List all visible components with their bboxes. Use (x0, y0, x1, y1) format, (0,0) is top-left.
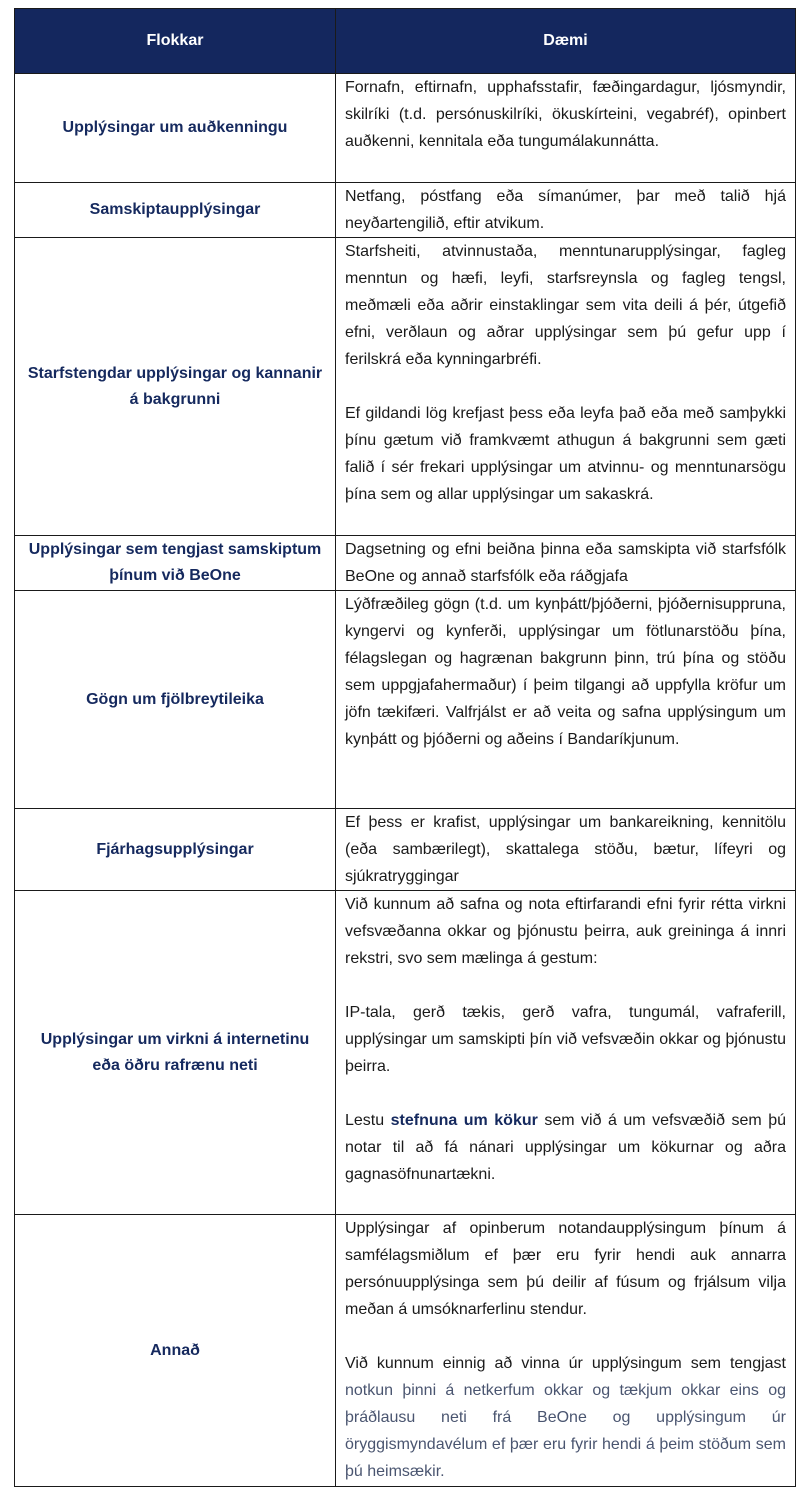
table-row (15, 74, 796, 183)
example-text: IP-tala, gerð tækis, gerð vafra, tungumál, vafraferill, upplýsingar um samskipti þín við vefsvæðin okkar og þjónustu þeirra. (345, 1004, 786, 1075)
example-text: Við kunnum að safna og nota eftirfarandi efni fyrir rétta virkni vefsvæðanna okkar og þjónustu þeirra, auk greininga á innri rekstri, svo sem mælinga á gestum: (345, 896, 786, 967)
example-text-suffix: sem við á um vefsvæðið sem þú notar til að fá nánari upplýsingar um kökurnar og aðra gagnasöfnunartækni. (345, 1112, 786, 1183)
example-text: Fornafn, eftirnafn, upphafsstafir, fæðingardagur, ljósmyndir, skilríki (t.d. persónuskilríki, ökuskírteini, vegabréf), opinbert auðkenni, kennitala eða tungumálakunnátta. (345, 79, 786, 150)
example-text: Starfsheiti, atvinnustaða, menntunarupplýsingar, fagleg menntun og hæfi, leyfi, starfsreynsla og fagleg tengsl, meðmæli eða aðrir einstaklingar sem vita deili á þér, útgefið efni, verðlaun og aðrar upplýsingar sem þú gefur upp í ferilskrá eða kynningarbréfi. (345, 243, 786, 368)
category-cell: Fjárhagsupplýsingar (15, 809, 336, 891)
category-cell: Samskiptaupplýsingar (15, 183, 336, 238)
example-text (345, 1350, 786, 1485)
example-text: Ef þess er krafist, upplýsingar um bankareikning, kennitölu (eða sambærilegt), skattalega stöðu, bætur, lífeyri og sjúkratryggingar (345, 814, 786, 885)
category-cell: Upplýsingar um virkni á internetinu eða öðru rafrænu neti (15, 891, 336, 1215)
table-row (15, 809, 796, 891)
table-row (15, 238, 796, 536)
category-cell: Upplýsingar um auðkenningu (15, 74, 336, 183)
table-row (15, 536, 796, 591)
category-cell: Starfstengdar upplýsingar og kannanir á bakgrunni (15, 238, 336, 536)
example-text-start: Við kunnum einnig að vinna úr upplýsingum sem tengjast (345, 1355, 786, 1372)
categories-table (14, 8, 796, 1487)
example-text (345, 1107, 786, 1188)
example-text: Ef gildandi lög krefjast þess eða leyfa það eða með samþykki þínu gætum við framkvæmt athugun á bakgrunni sem gæti falið í sér frekari upplýsingar um atvinnu- og menntunarsögu þína sem og allar upplýsingar um sakaskrá. (345, 405, 786, 503)
category-cell: Upplýsingar sem tengjast samskiptum þínum við BeOne (15, 536, 336, 591)
example-text: Upplýsingar af opinberum notandaupplýsingum þínum á samfélagsmiðlum ef þær eru fyrir hendi auk annarra persónuupplýsinga sem þú deilir af fúsum og frjálsum vilja meðan á umsóknarferlinu stendur. (345, 1220, 786, 1318)
cookie-policy-link[interactable]: stefnuna um kökur (390, 1112, 538, 1129)
table-row (15, 1215, 796, 1487)
header-examples: Dæmi (336, 9, 796, 74)
table-row (15, 891, 796, 1215)
category-cell: Gögn um fjölbreytileika (15, 591, 336, 809)
header-row (15, 9, 796, 74)
example-text-rest: notkun þinni á netkerfum okkar og tækjum okkar eins og þráðlausu neti frá BeOne og upplýsingum úr öryggismyndavélum ef þær eru fyrir hendi á þeim stöðum sem þú heimsækir. (345, 1382, 786, 1480)
table-row (15, 591, 796, 809)
example-text: Netfang, póstfang eða símanúmer, þar með talið hjá neyðartengilið, eftir atvikum. (345, 188, 786, 232)
example-cell (336, 183, 796, 238)
table-row (15, 183, 796, 238)
example-cell (336, 536, 796, 591)
example-text: Lýðfræðileg gögn (t.d. um kynþátt/þjóðerni, þjóðernisuppruna, kyngervi og kynferði, upplýsingar um fötlunarstöðu þína, félagslegan og hagrænan bakgrunn þinn, trú þína og stöðu sem uppgjafahermaður) í þeim tilgangi að uppfylla kröfur um jöfn tækifæri. Valfrjálst er að veita og safna upplýsingum um kynþátt og þjóðerni og aðeins í Bandaríkjunum. (345, 596, 786, 748)
example-cell (336, 74, 796, 183)
example-cell (336, 1215, 796, 1487)
example-text: Dagsetning og efni beiðna þinna eða samskipta við starfsfólk BeOne og annað starfsfólk eða ráðgjafa (345, 541, 786, 585)
example-cell (336, 591, 796, 809)
category-cell: Annað (15, 1215, 336, 1487)
example-text-prefix: Lestu (345, 1112, 391, 1129)
example-cell (336, 238, 796, 536)
example-cell (336, 891, 796, 1215)
example-cell (336, 809, 796, 891)
header-categories: Flokkar (15, 9, 336, 74)
